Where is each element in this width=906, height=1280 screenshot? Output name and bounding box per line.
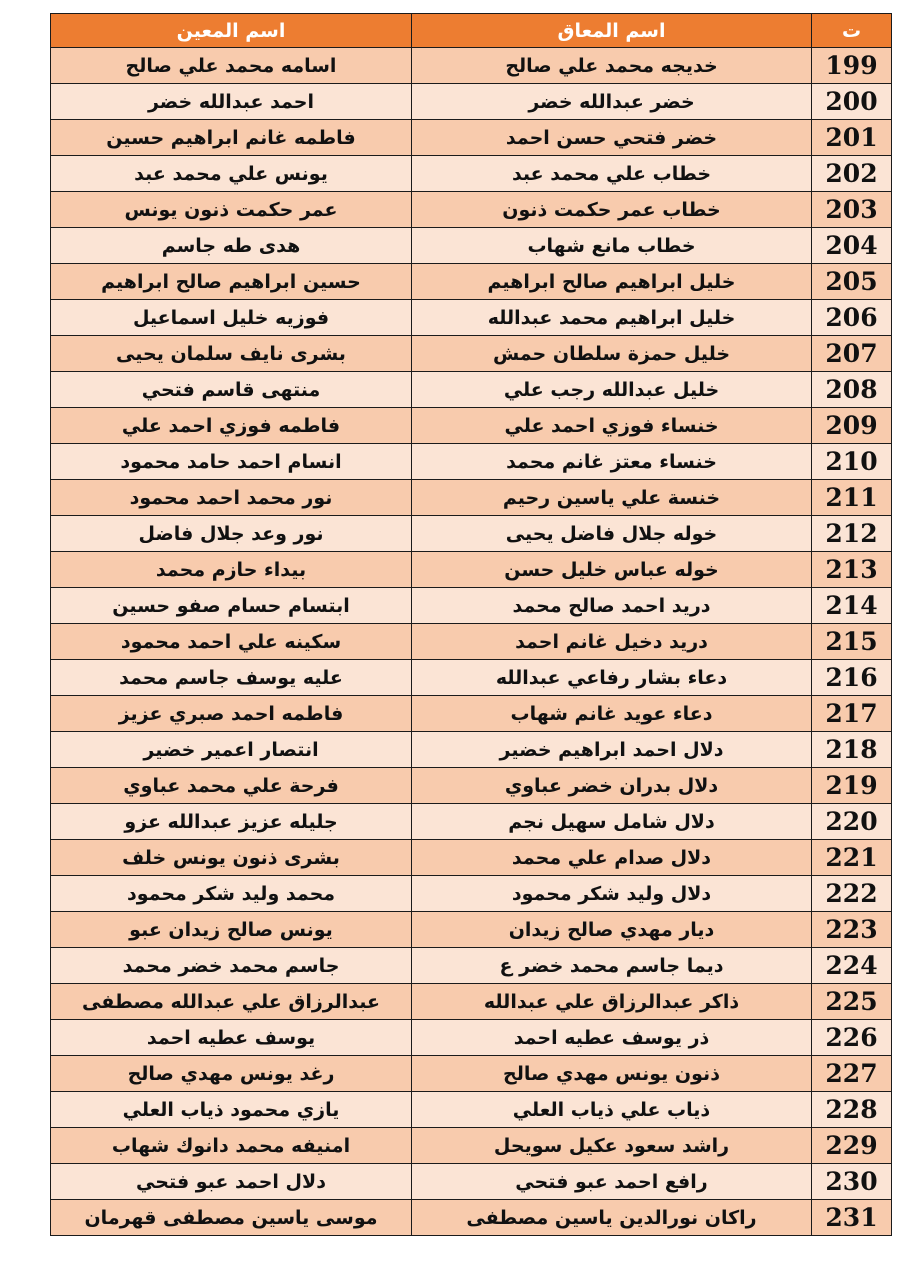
- row-number: 223: [812, 912, 892, 948]
- helper-name-cell: نور وعد جلال فاضل: [51, 516, 412, 552]
- helper-name-cell: امنيفه محمد دانوك شهاب: [51, 1128, 412, 1164]
- disabled-name-cell: ذاكر عبدالرزاق علي عبدالله: [412, 984, 812, 1020]
- row-number: 221: [812, 840, 892, 876]
- table-row: [51, 840, 892, 876]
- disabled-name-cell: ديار مهدي صالح زيدان: [412, 912, 812, 948]
- helper-name-cell: سكينه علي احمد محمود: [51, 624, 412, 660]
- table-row: [51, 624, 892, 660]
- helper-name-cell: اسامه محمد علي صالح: [51, 48, 412, 84]
- table-row: [51, 228, 892, 264]
- table-row: [51, 48, 892, 84]
- table-row: [51, 1092, 892, 1128]
- disabled-name-cell: خطاب مانع شهاب: [412, 228, 812, 264]
- helper-name-cell: عبدالرزاق علي عبدالله مصطفى: [51, 984, 412, 1020]
- header-number: ت: [812, 14, 892, 48]
- names-table: [50, 13, 892, 1236]
- helper-name-cell: جليله عزيز عبدالله عزو: [51, 804, 412, 840]
- row-number: 231: [812, 1200, 892, 1236]
- helper-name-cell: انتصار اعمير خضير: [51, 732, 412, 768]
- helper-name-cell: بشرى نايف سلمان يحيى: [51, 336, 412, 372]
- helper-name-cell: جاسم محمد خضر محمد: [51, 948, 412, 984]
- disabled-name-cell: خديجه محمد علي صالح: [412, 48, 812, 84]
- disabled-name-cell: خليل عبدالله رجب علي: [412, 372, 812, 408]
- table-row: [51, 984, 892, 1020]
- row-number: 228: [812, 1092, 892, 1128]
- row-number: 215: [812, 624, 892, 660]
- table-row: [51, 1164, 892, 1200]
- helper-name-cell: رغد يونس مهدي صالح: [51, 1056, 412, 1092]
- disabled-name-cell: دعاء عويد غانم شهاب: [412, 696, 812, 732]
- row-number: 222: [812, 876, 892, 912]
- table-row: [51, 768, 892, 804]
- disabled-name-cell: خضر عبدالله خضر: [412, 84, 812, 120]
- disabled-name-cell: خطاب علي محمد عبد: [412, 156, 812, 192]
- table-row: [51, 1056, 892, 1092]
- disabled-name-cell: دلال شامل سهيل نجم: [412, 804, 812, 840]
- row-number: 218: [812, 732, 892, 768]
- table-row: [51, 876, 892, 912]
- disabled-name-cell: خليل ابراهيم محمد عبدالله: [412, 300, 812, 336]
- disabled-name-cell: دلال وليد شكر محمود: [412, 876, 812, 912]
- table-row: [51, 192, 892, 228]
- disabled-name-cell: خليل ابراهيم صالح ابراهيم: [412, 264, 812, 300]
- disabled-name-cell: راكان نورالدين ياسين مصطفى: [412, 1200, 812, 1236]
- table-row: [51, 1128, 892, 1164]
- row-number: 219: [812, 768, 892, 804]
- helper-name-cell: يونس علي محمد عبد: [51, 156, 412, 192]
- disabled-name-cell: خليل حمزة سلطان حمش: [412, 336, 812, 372]
- row-number: 226: [812, 1020, 892, 1056]
- table-row: [51, 156, 892, 192]
- disabled-name-cell: خطاب عمر حكمت ذنون: [412, 192, 812, 228]
- table-row: [51, 588, 892, 624]
- table-row: [51, 264, 892, 300]
- disabled-name-cell: خنساء فوزي احمد علي: [412, 408, 812, 444]
- row-number: 229: [812, 1128, 892, 1164]
- disabled-name-cell: دلال صدام علي محمد: [412, 840, 812, 876]
- table-row: [51, 84, 892, 120]
- table-row: [51, 372, 892, 408]
- row-number: 209: [812, 408, 892, 444]
- helper-name-cell: فاطمه احمد صبري عزيز: [51, 696, 412, 732]
- row-number: 205: [812, 264, 892, 300]
- table-row: [51, 480, 892, 516]
- row-number: 204: [812, 228, 892, 264]
- table-row: [51, 336, 892, 372]
- helper-name-cell: يازي محمود ذياب العلي: [51, 1092, 412, 1128]
- helper-name-cell: بشرى ذنون يونس خلف: [51, 840, 412, 876]
- helper-name-cell: ابتسام حسام صفو حسين: [51, 588, 412, 624]
- table-row: [51, 804, 892, 840]
- disabled-name-cell: ذياب علي ذياب العلي: [412, 1092, 812, 1128]
- disabled-name-cell: رافع احمد عبو فتحي: [412, 1164, 812, 1200]
- row-number: 208: [812, 372, 892, 408]
- row-number: 214: [812, 588, 892, 624]
- disabled-name-cell: خنسة علي ياسين رحيم: [412, 480, 812, 516]
- row-number: 200: [812, 84, 892, 120]
- helper-name-cell: يونس صالح زيدان عبو: [51, 912, 412, 948]
- table-row: [51, 912, 892, 948]
- helper-name-cell: نور محمد احمد محمود: [51, 480, 412, 516]
- helper-name-cell: محمد وليد شكر محمود: [51, 876, 412, 912]
- disabled-name-cell: خضر فتحي حسن احمد: [412, 120, 812, 156]
- helper-name-cell: عليه يوسف جاسم محمد: [51, 660, 412, 696]
- table-row: [51, 300, 892, 336]
- disabled-name-cell: خوله جلال فاضل يحيى: [412, 516, 812, 552]
- row-number: 220: [812, 804, 892, 840]
- row-number: 230: [812, 1164, 892, 1200]
- row-number: 199: [812, 48, 892, 84]
- row-number: 206: [812, 300, 892, 336]
- row-number: 201: [812, 120, 892, 156]
- table-row: [51, 732, 892, 768]
- disabled-name-cell: خنساء معتز غانم محمد: [412, 444, 812, 480]
- row-number: 202: [812, 156, 892, 192]
- row-number: 210: [812, 444, 892, 480]
- disabled-name-cell: خوله عباس خليل حسن: [412, 552, 812, 588]
- row-number: 213: [812, 552, 892, 588]
- disabled-name-cell: ديما جاسم محمد خضر ع: [412, 948, 812, 984]
- disabled-name-cell: ذنون يونس مهدي صالح: [412, 1056, 812, 1092]
- table-row: [51, 516, 892, 552]
- helper-name-cell: فرحة علي محمد عباوي: [51, 768, 412, 804]
- table-row: [51, 948, 892, 984]
- table-row: [51, 552, 892, 588]
- helper-name-cell: احمد عبدالله خضر: [51, 84, 412, 120]
- row-number: 217: [812, 696, 892, 732]
- row-number: 212: [812, 516, 892, 552]
- helper-name-cell: موسى ياسين مصطفى قهرمان: [51, 1200, 412, 1236]
- helper-name-cell: عمر حكمت ذنون يونس: [51, 192, 412, 228]
- row-number: 211: [812, 480, 892, 516]
- table-row: [51, 1200, 892, 1236]
- header-helper-name: اسم المعين: [51, 14, 412, 48]
- helper-name-cell: فاطمه فوزي احمد علي: [51, 408, 412, 444]
- row-number: 225: [812, 984, 892, 1020]
- helper-name-cell: حسين ابراهيم صالح ابراهيم: [51, 264, 412, 300]
- table-row: [51, 120, 892, 156]
- row-number: 207: [812, 336, 892, 372]
- disabled-name-cell: دريد دخيل غانم احمد: [412, 624, 812, 660]
- header-row: [51, 14, 892, 48]
- helper-name-cell: دلال احمد عبو فتحي: [51, 1164, 412, 1200]
- disabled-name-cell: دلال احمد ابراهيم خضير: [412, 732, 812, 768]
- row-number: 224: [812, 948, 892, 984]
- table-row: [51, 1020, 892, 1056]
- table-row: [51, 444, 892, 480]
- table-row: [51, 660, 892, 696]
- header-disabled-name: اسم المعاق: [412, 14, 812, 48]
- table-row: [51, 408, 892, 444]
- disabled-name-cell: راشد سعود عكيل سويحل: [412, 1128, 812, 1164]
- helper-name-cell: فاطمه غانم ابراهيم حسين: [51, 120, 412, 156]
- names-table-container: [50, 13, 891, 1236]
- table-row: [51, 696, 892, 732]
- row-number: 203: [812, 192, 892, 228]
- row-number: 227: [812, 1056, 892, 1092]
- helper-name-cell: انسام احمد حامد محمود: [51, 444, 412, 480]
- helper-name-cell: منتهى قاسم فتحي: [51, 372, 412, 408]
- helper-name-cell: هدى طه جاسم: [51, 228, 412, 264]
- disabled-name-cell: دريد احمد صالح محمد: [412, 588, 812, 624]
- row-number: 216: [812, 660, 892, 696]
- disabled-name-cell: دلال بدران خضر عباوي: [412, 768, 812, 804]
- disabled-name-cell: دعاء بشار رفاعي عبدالله: [412, 660, 812, 696]
- disabled-name-cell: ذر يوسف عطيه احمد: [412, 1020, 812, 1056]
- helper-name-cell: يوسف عطيه احمد: [51, 1020, 412, 1056]
- helper-name-cell: بيداء حازم محمد: [51, 552, 412, 588]
- helper-name-cell: فوزيه خليل اسماعيل: [51, 300, 412, 336]
